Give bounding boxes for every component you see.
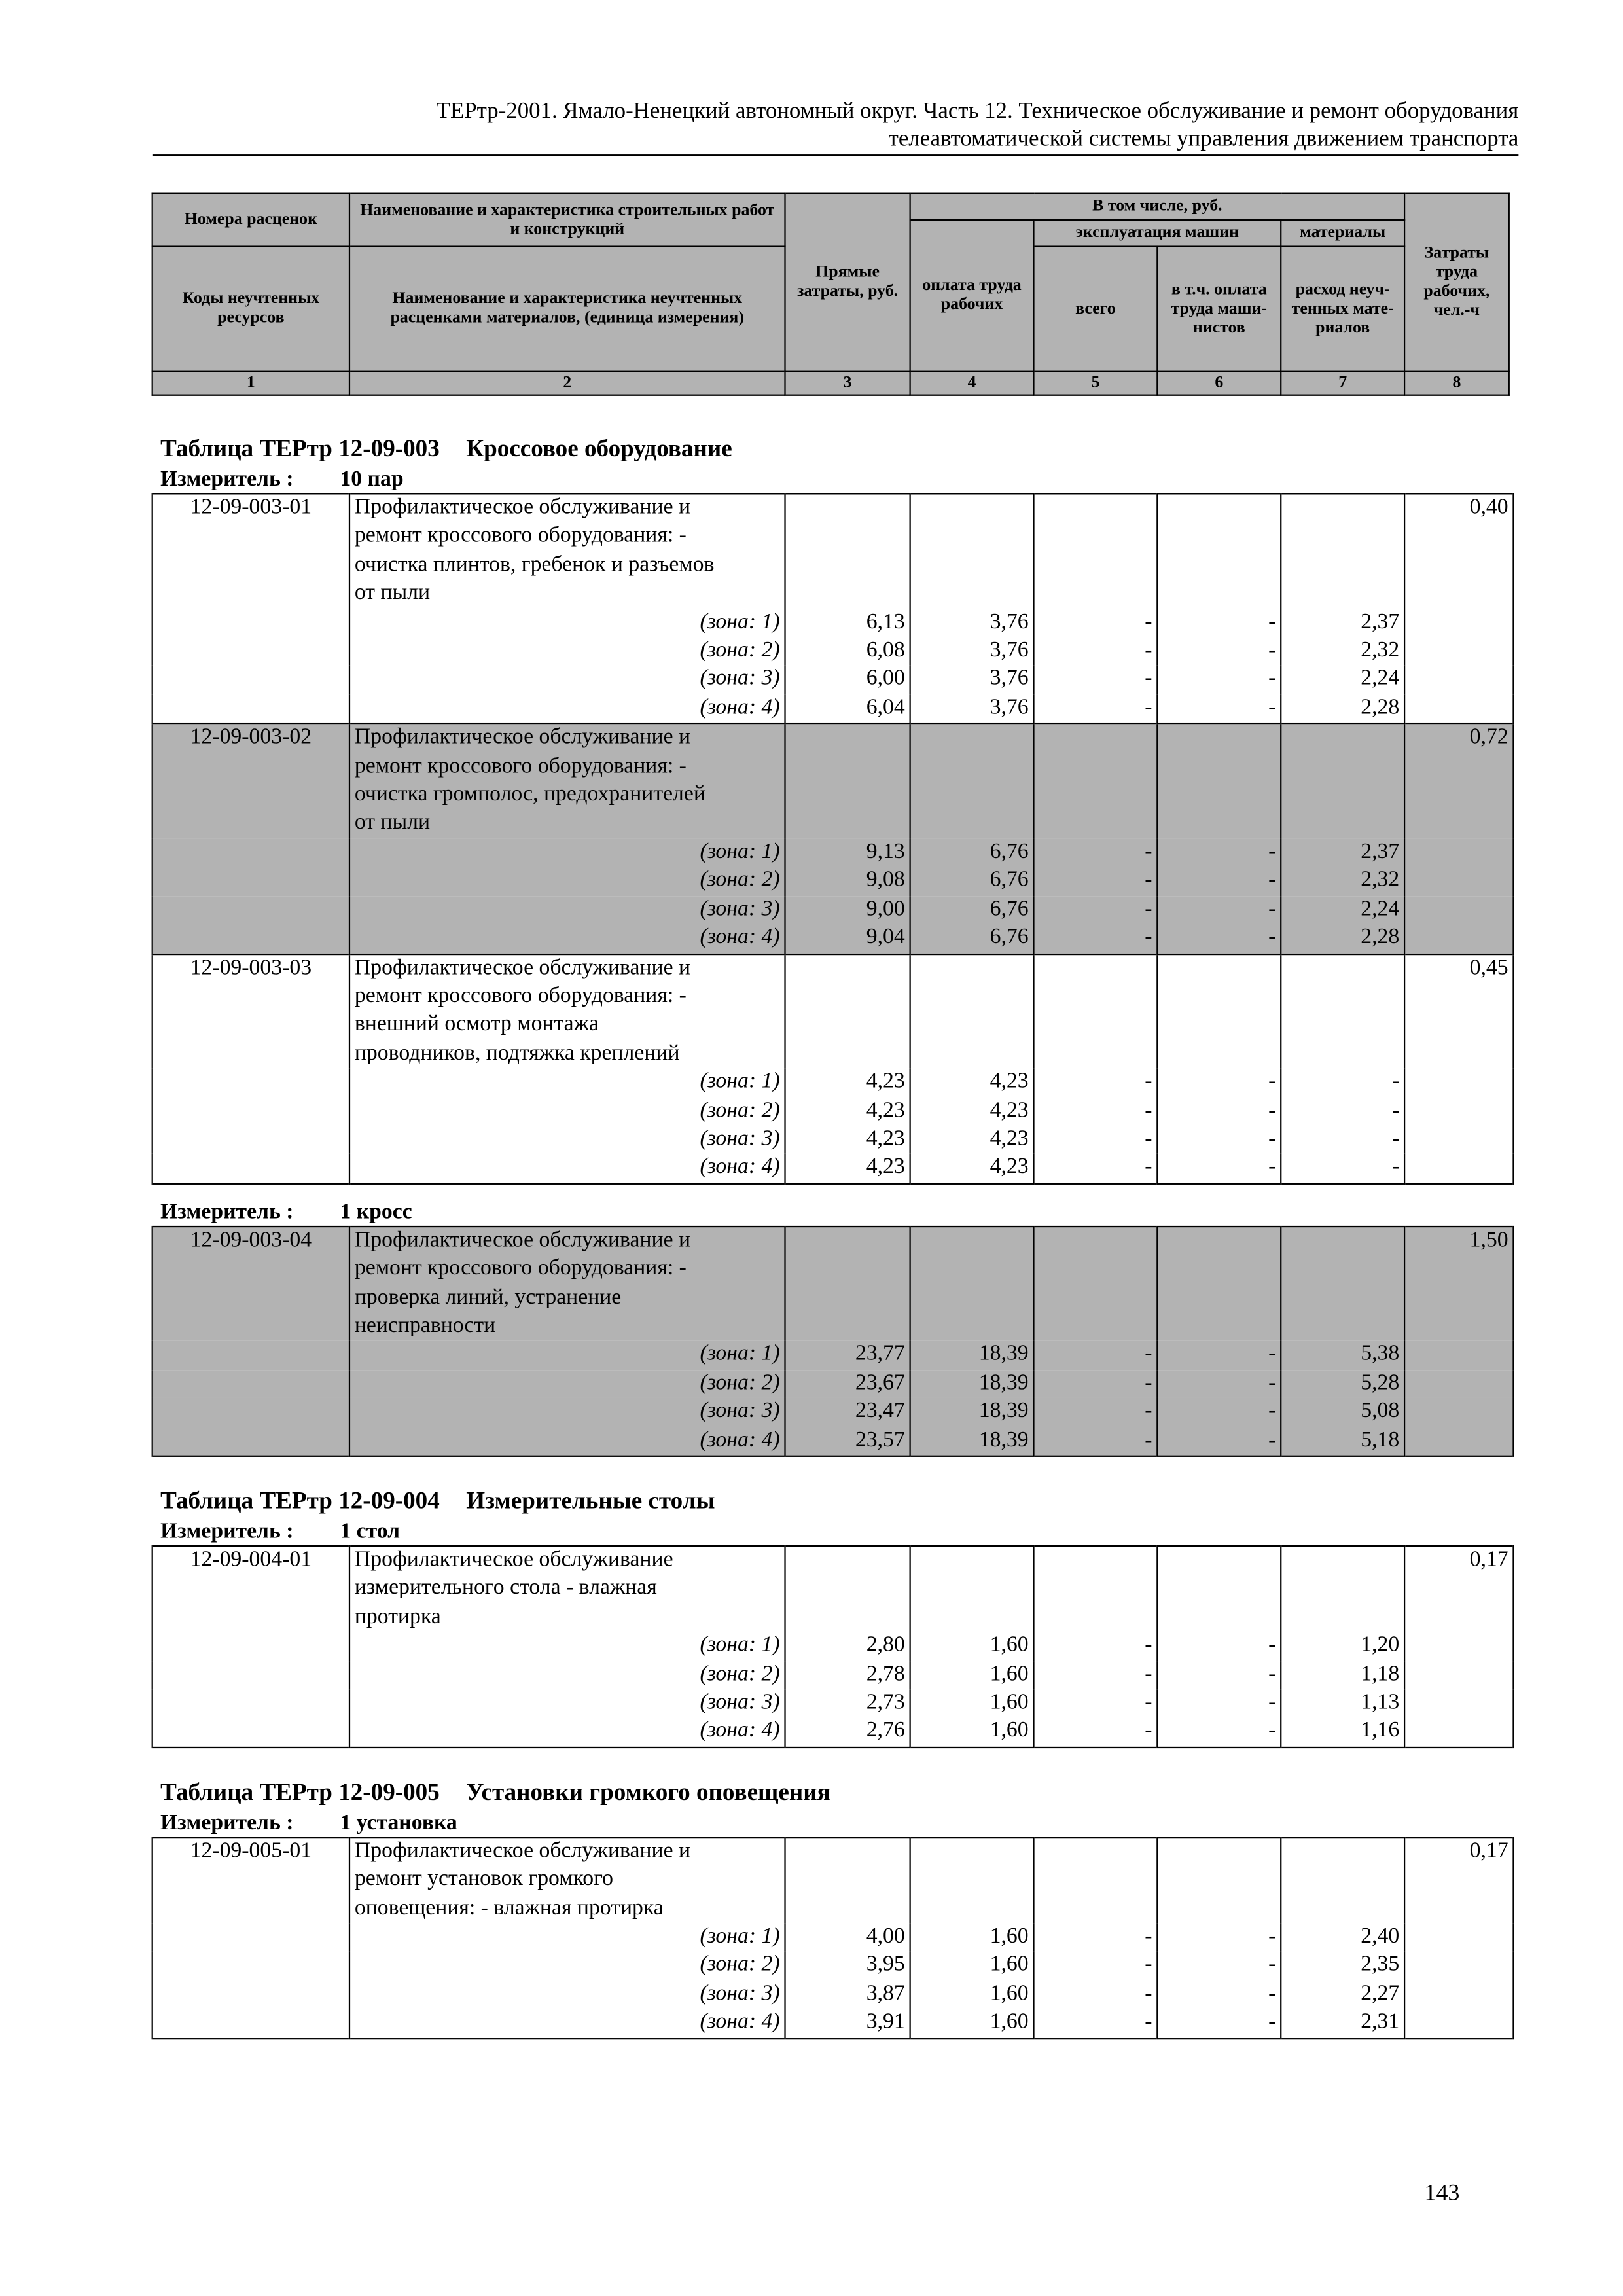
description-line: Профилактическое обслуживание и xyxy=(354,1839,691,1863)
materials-cost: 2,37 xyxy=(1281,838,1404,867)
header-machines: эксплуатация машин xyxy=(1034,220,1281,246)
header-rate-numbers: Номера расценок xyxy=(152,194,349,247)
rate-code: 12-09-003-04 xyxy=(152,1226,349,1341)
description-line: неисправности xyxy=(354,1314,496,1338)
machines-total: - xyxy=(1034,1924,1158,1952)
zone-label: (зона: 4) xyxy=(349,2009,785,2039)
machines-total: - xyxy=(1034,1069,1158,1098)
section-code: Таблица ТЕРтр 12-09-003 xyxy=(160,434,440,462)
machinists-pay: - xyxy=(1157,1069,1281,1098)
rate-description xyxy=(349,954,785,1069)
workers-pay: 3,76 xyxy=(910,666,1034,694)
zone-label: (зона: 3) xyxy=(349,1398,785,1427)
machines-total: - xyxy=(1034,694,1158,724)
machines-total: - xyxy=(1034,1126,1158,1155)
workers-pay: 1,60 xyxy=(910,1952,1034,1981)
workers-pay: 4,23 xyxy=(910,1126,1034,1155)
measure-label: Измеритель : xyxy=(160,1200,294,1225)
machines-total: - xyxy=(1034,637,1158,666)
description-line: Профилактическое обслуживание и xyxy=(354,956,691,980)
labor-cost: 0,40 xyxy=(1404,493,1513,609)
direct-cost: 4,23 xyxy=(785,1097,910,1126)
rate-table xyxy=(152,1837,1514,2039)
materials-cost: 2,32 xyxy=(1281,867,1404,896)
zone-label: (зона: 1) xyxy=(349,1069,785,1098)
col-number: 8 xyxy=(1404,372,1509,395)
workers-pay: 1,60 xyxy=(910,1981,1034,2009)
rate-row xyxy=(152,1546,1514,1632)
zone-label: (зона: 2) xyxy=(349,1952,785,1981)
measure-label: Измеритель : xyxy=(160,1811,294,1835)
rate-row-group xyxy=(152,1837,1514,2039)
rate-table xyxy=(152,1225,1514,1457)
zone-row xyxy=(152,609,1514,637)
zone-row xyxy=(152,1689,1514,1718)
zone-label: (зона: 1) xyxy=(349,1924,785,1952)
workers-pay: 6,76 xyxy=(910,896,1034,925)
description-line: внешний осмотр монтажа xyxy=(354,1013,599,1037)
materials-cost: 2,27 xyxy=(1281,1981,1404,2009)
header-labor-costs: Затраты труда рабочих, чел.-ч xyxy=(1404,194,1509,372)
direct-cost: 2,78 xyxy=(785,1661,910,1690)
materials-cost: - xyxy=(1281,1155,1404,1184)
direct-cost: 23,47 xyxy=(785,1398,910,1427)
zone-label: (зона: 3) xyxy=(349,666,785,694)
rate-row-group xyxy=(152,1546,1514,1748)
direct-cost: 6,00 xyxy=(785,666,910,694)
direct-cost: 4,23 xyxy=(785,1126,910,1155)
zone-label: (зона: 2) xyxy=(349,637,785,666)
materials-cost: 2,35 xyxy=(1281,1952,1404,1981)
rate-code: 12-09-004-01 xyxy=(152,1546,349,1632)
measure-value: 1 стол xyxy=(340,1520,401,1544)
header-codes: Коды неучтенных ресурсов xyxy=(152,247,349,372)
machinists-pay: - xyxy=(1157,1370,1281,1399)
workers-pay: 4,23 xyxy=(910,1097,1034,1126)
machines-total: - xyxy=(1034,1398,1158,1427)
zone-row xyxy=(152,1341,1514,1370)
description-line: протирка xyxy=(354,1605,441,1629)
labor-cost: 0,17 xyxy=(1404,1837,1513,1924)
rate-row-group xyxy=(152,1226,1514,1456)
workers-pay: 1,60 xyxy=(910,1924,1034,1952)
machines-total: - xyxy=(1034,1718,1158,1748)
machines-total: - xyxy=(1034,609,1158,637)
rate-description xyxy=(349,1226,785,1341)
col-number: 6 xyxy=(1157,372,1281,395)
workers-pay: 1,60 xyxy=(910,2009,1034,2039)
zone-row xyxy=(152,666,1514,694)
materials-cost: 2,37 xyxy=(1281,609,1404,637)
zone-label: (зона: 4) xyxy=(349,694,785,724)
machines-total: - xyxy=(1034,1155,1158,1184)
description-line: измерительного стола - влажная xyxy=(354,1576,657,1600)
zone-row xyxy=(152,637,1514,666)
direct-cost: 6,08 xyxy=(785,637,910,666)
machinists-pay: - xyxy=(1157,896,1281,925)
header-name-bottom: Наименование и характеристика неучтенных расценками материалов, (единица измерения) xyxy=(349,247,785,372)
machines-total: - xyxy=(1034,1370,1158,1399)
materials-cost: 5,28 xyxy=(1281,1370,1404,1399)
materials-cost: 5,18 xyxy=(1281,1427,1404,1456)
section-title xyxy=(160,1483,1512,1518)
zone-label: (зона: 1) xyxy=(349,1632,785,1661)
materials-cost: 1,18 xyxy=(1281,1661,1404,1690)
direct-cost: 23,77 xyxy=(785,1341,910,1370)
col-number: 4 xyxy=(910,372,1034,395)
zone-row xyxy=(152,1398,1514,1427)
zone-label: (зона: 1) xyxy=(349,838,785,867)
zone-row xyxy=(152,1718,1514,1748)
machinists-pay: - xyxy=(1157,924,1281,954)
zone-label: (зона: 4) xyxy=(349,1718,785,1748)
header-line-2: телеавтоматической системы управления движением транспорта xyxy=(888,126,1519,152)
zone-label: (зона: 2) xyxy=(349,1661,785,1690)
machinists-pay: - xyxy=(1157,1427,1281,1456)
direct-cost: 6,13 xyxy=(785,609,910,637)
workers-pay: 4,23 xyxy=(910,1069,1034,1098)
materials-cost: 2,28 xyxy=(1281,924,1404,954)
workers-pay: 3,76 xyxy=(910,694,1034,724)
col-number: 7 xyxy=(1281,372,1404,395)
direct-cost: 9,00 xyxy=(785,896,910,925)
section-code: Таблица ТЕРтр 12-09-004 xyxy=(160,1486,440,1515)
rate-table xyxy=(152,1545,1514,1748)
direct-cost: 3,87 xyxy=(785,1981,910,2009)
machinists-pay: - xyxy=(1157,867,1281,896)
direct-cost: 6,04 xyxy=(785,694,910,724)
measure-label: Измеритель : xyxy=(160,467,294,492)
machines-total: - xyxy=(1034,1632,1158,1661)
machinists-pay: - xyxy=(1157,694,1281,724)
zone-row xyxy=(152,1981,1514,2009)
description-line: Профилактическое обслуживание и xyxy=(354,1228,691,1252)
description-line: ремонт кроссового оборудования: - xyxy=(354,984,687,1008)
workers-pay: 6,76 xyxy=(910,924,1034,954)
machines-total: - xyxy=(1034,924,1158,954)
direct-cost: 9,13 xyxy=(785,838,910,867)
machinists-pay: - xyxy=(1157,1952,1281,1981)
machines-total: - xyxy=(1034,2009,1158,2039)
column-header-table xyxy=(152,193,1510,396)
zone-label: (зона: 1) xyxy=(349,1341,785,1370)
rate-description xyxy=(349,1546,785,1632)
direct-cost: 2,80 xyxy=(785,1632,910,1661)
rate-row xyxy=(152,1837,1514,1924)
zone-label: (зона: 2) xyxy=(349,1097,785,1126)
machines-total: - xyxy=(1034,867,1158,896)
rate-row xyxy=(152,724,1514,839)
header-line-1: ТЕРтр-2001. Ямало-Ненецкий автономный округ. Часть 12. Техническое обслуживание и ремонт оборудования xyxy=(436,98,1519,124)
direct-cost: 3,95 xyxy=(785,1952,910,1981)
measure-value: 10 пар xyxy=(340,467,404,492)
measure-value: 1 кросс xyxy=(340,1200,412,1225)
description-line: Профилактическое обслуживание и xyxy=(354,726,691,749)
machinists-pay: - xyxy=(1157,1341,1281,1370)
direct-cost: 2,76 xyxy=(785,1718,910,1748)
zone-label: (зона: 2) xyxy=(349,1370,785,1399)
machines-total: - xyxy=(1034,1341,1158,1370)
header-machinists-pay: в т.ч. оплата труда маши-нистов xyxy=(1157,247,1281,372)
description-line: от пыли xyxy=(354,811,431,835)
machines-total: - xyxy=(1034,1981,1158,2009)
direct-cost: 4,00 xyxy=(785,1924,910,1952)
labor-cost: 1,50 xyxy=(1404,1226,1513,1341)
machinists-pay: - xyxy=(1157,637,1281,666)
rate-code: 12-09-003-03 xyxy=(152,954,349,1069)
measure-value: 1 установка xyxy=(340,1811,457,1835)
header-total: всего xyxy=(1034,247,1158,372)
workers-pay: 18,39 xyxy=(910,1427,1034,1456)
direct-cost: 23,57 xyxy=(785,1427,910,1456)
direct-cost: 3,91 xyxy=(785,2009,910,2039)
zone-label: (зона: 4) xyxy=(349,924,785,954)
workers-pay: 6,76 xyxy=(910,867,1034,896)
materials-cost: 2,32 xyxy=(1281,637,1404,666)
description-line: Профилактическое обслуживание xyxy=(354,1548,673,1572)
direct-cost: 2,73 xyxy=(785,1689,910,1718)
rate-row xyxy=(152,954,1514,1069)
rate-description xyxy=(349,493,785,609)
zone-label: (зона: 4) xyxy=(349,1155,785,1184)
zone-label: (зона: 3) xyxy=(349,1689,785,1718)
description-line: очистка плинтов, гребенок и разъемов xyxy=(354,552,715,577)
col-number: 5 xyxy=(1034,372,1158,395)
materials-cost: - xyxy=(1281,1126,1404,1155)
workers-pay: 1,60 xyxy=(910,1689,1034,1718)
measure-line xyxy=(160,1810,1512,1836)
machinists-pay: - xyxy=(1157,2009,1281,2039)
description-line: оповещения: - влажная протирка xyxy=(354,1896,664,1920)
materials-cost: 2,24 xyxy=(1281,666,1404,694)
zone-label: (зона: 2) xyxy=(349,867,785,896)
zone-row xyxy=(152,1952,1514,1981)
description-line: проверка линий, устранение xyxy=(354,1285,622,1310)
rate-row-group xyxy=(152,954,1514,1183)
workers-pay: 1,60 xyxy=(910,1718,1034,1748)
direct-cost: 9,04 xyxy=(785,924,910,954)
machines-total: - xyxy=(1034,666,1158,694)
zone-row xyxy=(152,1126,1514,1155)
machinists-pay: - xyxy=(1157,1924,1281,1952)
description-line: ремонт кроссового оборудования: - xyxy=(354,524,687,548)
header-direct-costs: Прямые затраты, руб. xyxy=(785,194,910,372)
zone-row xyxy=(152,1069,1514,1098)
section-name: Установки громкого оповещения xyxy=(466,1777,830,1806)
description-line: проводников, подтяжка креплений xyxy=(354,1041,680,1066)
description-line: от пыли xyxy=(354,581,431,605)
labor-cost: 0,45 xyxy=(1404,954,1513,1069)
zone-row xyxy=(152,1661,1514,1690)
zone-label: (зона: 3) xyxy=(349,1126,785,1155)
materials-cost: 2,28 xyxy=(1281,694,1404,724)
rate-table xyxy=(152,493,1514,1184)
col-number: 3 xyxy=(785,372,910,395)
machines-total: - xyxy=(1034,1952,1158,1981)
zone-label: (зона: 3) xyxy=(349,896,785,925)
machines-total: - xyxy=(1034,1097,1158,1126)
direct-cost: 4,23 xyxy=(785,1069,910,1098)
zone-row xyxy=(152,1155,1514,1184)
workers-pay: 1,60 xyxy=(910,1632,1034,1661)
workers-pay: 3,76 xyxy=(910,637,1034,666)
header-workers-pay: оплата труда рабочих xyxy=(910,220,1034,372)
machines-total: - xyxy=(1034,1689,1158,1718)
rate-row xyxy=(152,493,1514,609)
direct-cost: 23,67 xyxy=(785,1370,910,1399)
materials-cost: 2,40 xyxy=(1281,1924,1404,1952)
description-line: ремонт кроссового оборудования: - xyxy=(354,754,687,778)
workers-pay: 18,39 xyxy=(910,1398,1034,1427)
machinists-pay: - xyxy=(1157,1155,1281,1184)
zone-row xyxy=(152,896,1514,925)
section-title xyxy=(160,431,1512,467)
labor-cost: 0,17 xyxy=(1404,1546,1513,1632)
workers-pay: 18,39 xyxy=(910,1370,1034,1399)
page-header xyxy=(153,97,1519,156)
machinists-pay: - xyxy=(1157,1097,1281,1126)
machines-total: - xyxy=(1034,838,1158,867)
section-name: Кроссовое оборудование xyxy=(466,434,732,462)
machinists-pay: - xyxy=(1157,1126,1281,1155)
machinists-pay: - xyxy=(1157,1689,1281,1718)
rate-description xyxy=(349,1837,785,1924)
rate-code: 12-09-003-01 xyxy=(152,493,349,609)
zone-row xyxy=(152,1427,1514,1456)
page-number: 143 xyxy=(1424,2181,1460,2206)
workers-pay: 3,76 xyxy=(910,609,1034,637)
header-incl-rub: В том числе, руб. xyxy=(910,194,1404,220)
section-code: Таблица ТЕРтр 12-09-005 xyxy=(160,1777,440,1806)
materials-cost: 5,08 xyxy=(1281,1398,1404,1427)
zone-row xyxy=(152,2009,1514,2039)
materials-cost: - xyxy=(1281,1097,1404,1126)
materials-cost: 1,20 xyxy=(1281,1632,1404,1661)
materials-cost: 1,16 xyxy=(1281,1718,1404,1748)
zone-row xyxy=(152,1370,1514,1399)
labor-cost: 0,72 xyxy=(1404,724,1513,839)
rate-description xyxy=(349,724,785,839)
rate-tables xyxy=(152,431,1513,2039)
materials-cost: 2,31 xyxy=(1281,2009,1404,2039)
machinists-pay: - xyxy=(1157,1661,1281,1690)
zone-row xyxy=(152,867,1514,896)
workers-pay: 6,76 xyxy=(910,838,1034,867)
zone-label: (зона: 3) xyxy=(349,1981,785,2009)
machinists-pay: - xyxy=(1157,1632,1281,1661)
header-materials-consumption: расход неуч-тенных мате-риалов xyxy=(1281,247,1404,372)
materials-cost: - xyxy=(1281,1069,1404,1098)
rate-row-group xyxy=(152,493,1514,723)
measure-label: Измеритель : xyxy=(160,1520,294,1544)
section-title xyxy=(160,1774,1512,1810)
zone-label: (зона: 1) xyxy=(349,609,785,637)
zone-row xyxy=(152,694,1514,724)
materials-cost: 1,13 xyxy=(1281,1689,1404,1718)
materials-cost: 2,24 xyxy=(1281,896,1404,925)
direct-cost: 4,23 xyxy=(785,1155,910,1184)
measure-line xyxy=(160,1518,1512,1545)
machinists-pay: - xyxy=(1157,1981,1281,2009)
header-name-top: Наименование и характеристика строительных работ и конструкций xyxy=(349,194,785,247)
machinists-pay: - xyxy=(1157,838,1281,867)
materials-cost: 5,38 xyxy=(1281,1341,1404,1370)
measure-line xyxy=(160,1199,1512,1225)
description-line: ремонт кроссового оборудования: - xyxy=(354,1257,687,1281)
machines-total: - xyxy=(1034,1427,1158,1456)
description-line: ремонт установок громкого xyxy=(354,1867,614,1892)
machinists-pay: - xyxy=(1157,609,1281,637)
zone-row xyxy=(152,838,1514,867)
rate-row xyxy=(152,1226,1514,1341)
zone-label: (зона: 4) xyxy=(349,1427,785,1456)
machines-total: - xyxy=(1034,1661,1158,1690)
rate-row-group xyxy=(152,724,1514,954)
col-number: 2 xyxy=(349,372,785,395)
zone-row xyxy=(152,924,1514,954)
machinists-pay: - xyxy=(1157,666,1281,694)
description-line: Профилактическое обслуживание и xyxy=(354,495,691,520)
workers-pay: 4,23 xyxy=(910,1155,1034,1184)
zone-row xyxy=(152,1632,1514,1661)
rate-code: 12-09-003-02 xyxy=(152,724,349,839)
zone-row xyxy=(152,1924,1514,1952)
workers-pay: 18,39 xyxy=(910,1341,1034,1370)
zone-row xyxy=(152,1097,1514,1126)
direct-cost: 9,08 xyxy=(785,867,910,896)
workers-pay: 1,60 xyxy=(910,1661,1034,1690)
header-materials: материалы xyxy=(1281,220,1404,246)
machines-total: - xyxy=(1034,896,1158,925)
machinists-pay: - xyxy=(1157,1718,1281,1748)
description-line: очистка громполос, предохранителей xyxy=(354,783,705,807)
rate-code: 12-09-005-01 xyxy=(152,1837,349,1924)
machinists-pay: - xyxy=(1157,1398,1281,1427)
measure-line xyxy=(160,467,1512,493)
section-name: Измерительные столы xyxy=(466,1486,715,1515)
col-number: 1 xyxy=(152,372,349,395)
